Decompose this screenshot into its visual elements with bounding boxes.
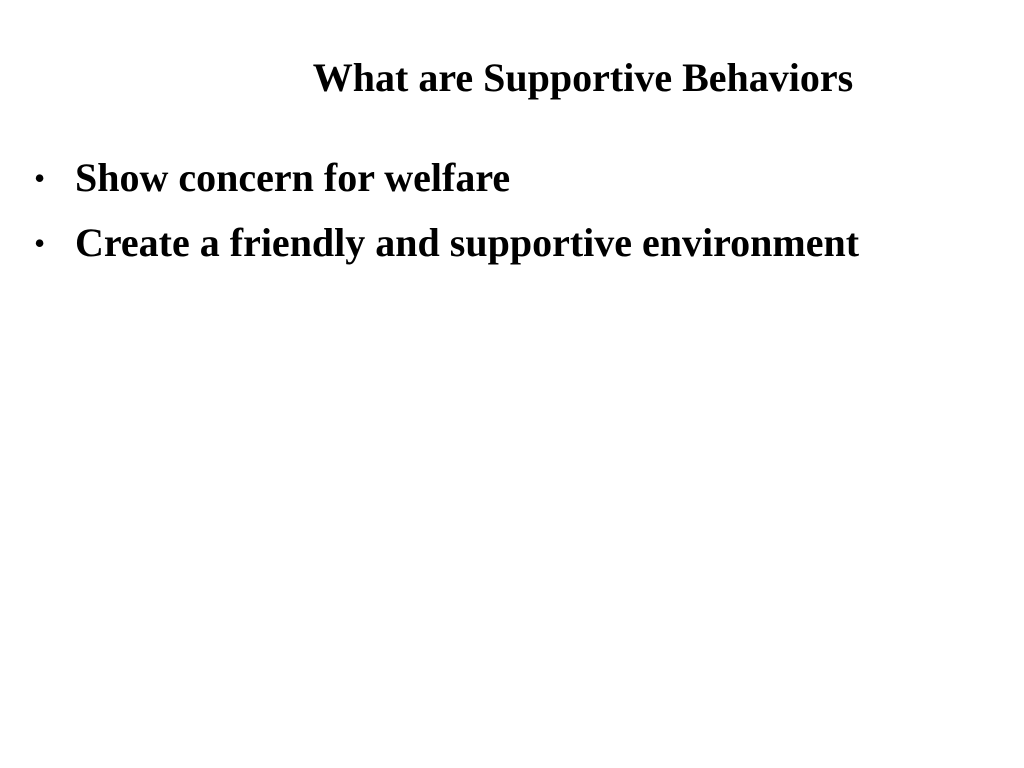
bullet-text: Create a friendly and supportive environment: [75, 220, 860, 265]
bullet-item: [34, 152, 859, 204]
bullet-item: [34, 217, 859, 269]
bullet-list: [34, 152, 859, 282]
bullet-text: Show concern for welfare: [75, 155, 511, 200]
slide-title: What are Supportive Behaviors: [312, 55, 854, 100]
bullet-icon: •: [34, 225, 46, 261]
bullet-icon: •: [34, 160, 46, 196]
